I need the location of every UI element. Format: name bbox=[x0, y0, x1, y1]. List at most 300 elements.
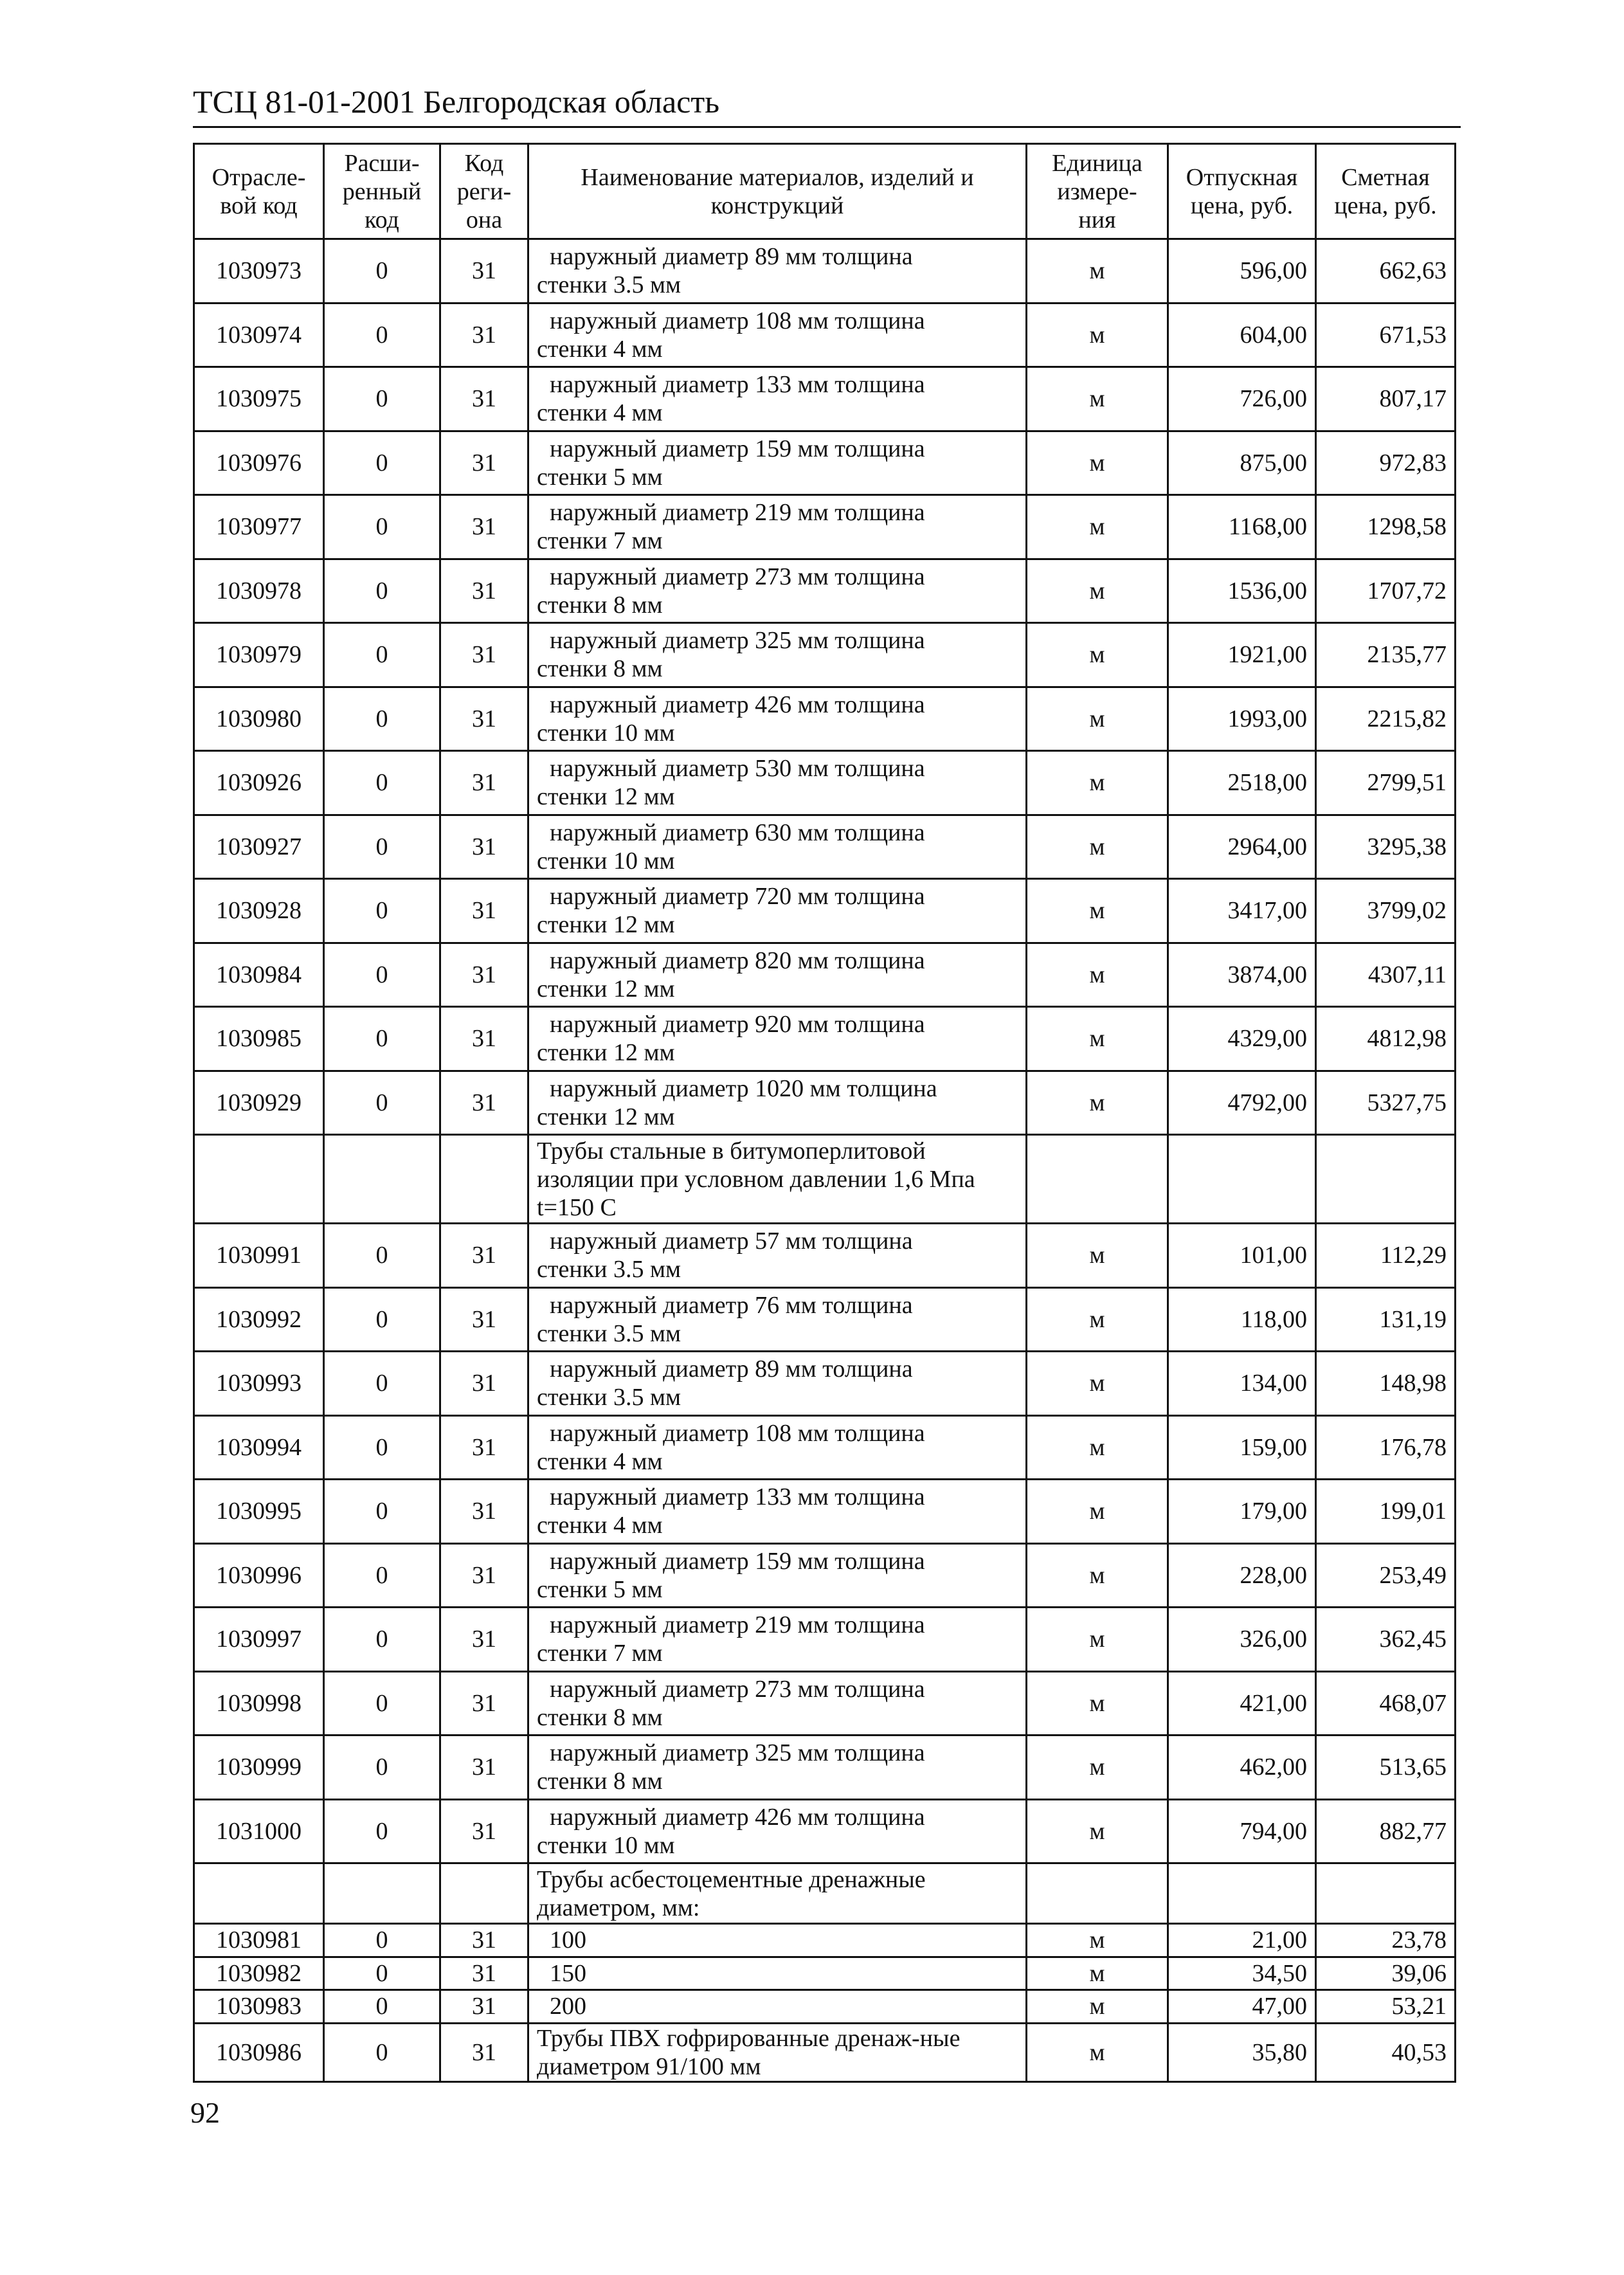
cell-unit: м bbox=[1027, 1224, 1168, 1288]
cell-region-code: 31 bbox=[440, 239, 528, 304]
cell-region-code: 31 bbox=[440, 1799, 528, 1863]
cell-release-price: 604,00 bbox=[1168, 303, 1316, 367]
table-row bbox=[194, 1007, 1456, 1071]
cell-extended-code: 0 bbox=[324, 303, 440, 367]
cell-region-code: 31 bbox=[440, 1071, 528, 1135]
column-header-estimate-price: Сметная цена, руб. bbox=[1316, 144, 1456, 239]
cell-name-line-1: наружный диаметр 108 мм толщина bbox=[550, 1419, 925, 1447]
cell-unit: м bbox=[1027, 1608, 1168, 1672]
cell-region-code: 31 bbox=[440, 495, 528, 559]
cell-estimate-empty bbox=[1316, 1863, 1456, 1924]
column-header-unit: Единица измере- ния bbox=[1027, 144, 1168, 239]
table-row bbox=[194, 1736, 1456, 1800]
page-header-title: ТСЦ 81-01-2001 Белгородская область bbox=[193, 84, 720, 120]
table-row bbox=[194, 1071, 1456, 1135]
cell-name-line-2: стенки 12 мм bbox=[537, 911, 675, 939]
cell-release-price: 421,00 bbox=[1168, 1671, 1316, 1736]
table-row bbox=[194, 687, 1456, 751]
cell-estimate-price: 807,17 bbox=[1316, 367, 1456, 431]
column-header-release-price: Отпускная цена, руб. bbox=[1168, 144, 1316, 239]
cell-name-line-1: наружный диаметр 219 мм толщина bbox=[550, 499, 925, 527]
cell-unit: м bbox=[1027, 239, 1168, 304]
cell-release-price: 159,00 bbox=[1168, 1415, 1316, 1480]
cell-region-code: 31 bbox=[440, 879, 528, 943]
cell-region-code: 31 bbox=[440, 815, 528, 879]
cell-estimate-empty bbox=[1316, 1135, 1456, 1224]
cell-name bbox=[528, 1608, 1027, 1672]
cell-extended-code: 0 bbox=[324, 943, 440, 1007]
cell-name-line-2: стенки 10 мм bbox=[537, 1831, 675, 1859]
table-row bbox=[194, 1608, 1456, 1672]
table-row bbox=[194, 303, 1456, 367]
cell-estimate-price: 5327,75 bbox=[1316, 1071, 1456, 1135]
cell-branch-code: 1030929 bbox=[194, 1071, 324, 1135]
cell-estimate-price: 1707,72 bbox=[1316, 559, 1456, 623]
cell-name-line-1: наружный диаметр 57 мм толщина bbox=[550, 1228, 913, 1255]
table-row bbox=[194, 1799, 1456, 1863]
cell-name-line-2: стенки 8 мм bbox=[537, 655, 663, 683]
cell-branch-code: 1030981 bbox=[194, 1924, 324, 1957]
cell-region-code: 31 bbox=[440, 2023, 528, 2081]
cell-extended-code: 0 bbox=[324, 623, 440, 687]
cell-region-code: 31 bbox=[440, 559, 528, 623]
cell-branch-code: 1031000 bbox=[194, 1799, 324, 1863]
cell-name-line-2: стенки 10 мм bbox=[537, 847, 675, 875]
cell-extended-code: 0 bbox=[324, 559, 440, 623]
cell-name bbox=[528, 687, 1027, 751]
cell-region-code: 31 bbox=[440, 1957, 528, 1990]
table-row bbox=[194, 1415, 1456, 1480]
cell-unit: м bbox=[1027, 1736, 1168, 1800]
cell-unit-empty bbox=[1027, 1135, 1168, 1224]
cell-estimate-price: 972,83 bbox=[1316, 431, 1456, 495]
cell-name bbox=[528, 1480, 1027, 1544]
cell-region-code: 31 bbox=[440, 687, 528, 751]
cell-name-line-1: наружный диаметр 920 мм толщина bbox=[550, 1011, 925, 1038]
cell-branch-code: 1030977 bbox=[194, 495, 324, 559]
cell-name bbox=[528, 815, 1027, 879]
cell-name-line-2: стенки 10 мм bbox=[537, 719, 675, 747]
cell-release-price: 596,00 bbox=[1168, 239, 1316, 304]
cell-branch-code: 1030975 bbox=[194, 367, 324, 431]
table-row bbox=[194, 239, 1456, 304]
cell-release-price: 134,00 bbox=[1168, 1352, 1316, 1416]
cell-estimate-price: 662,63 bbox=[1316, 239, 1456, 304]
cell-extended-code: 0 bbox=[324, 1287, 440, 1352]
cell-name-line-1: наружный диаметр 159 мм толщина bbox=[550, 1547, 925, 1575]
section-heading bbox=[528, 1135, 1027, 1224]
cell-unit: м bbox=[1027, 2023, 1168, 2081]
cell-name-bold: Трубы ПВХ гофрированные дренаж-ные bbox=[537, 2024, 961, 2052]
cell-ext-empty bbox=[324, 1135, 440, 1224]
cell-branch-code: 1030979 bbox=[194, 623, 324, 687]
cell-name bbox=[528, 1990, 1027, 2024]
cell-region-code: 31 bbox=[440, 751, 528, 815]
cell-unit: м bbox=[1027, 1352, 1168, 1416]
cell-region-code: 31 bbox=[440, 943, 528, 1007]
cell-extended-code: 0 bbox=[324, 1990, 440, 2024]
cell-unit: м bbox=[1027, 1007, 1168, 1071]
column-header-extended-code: Расши- ренный код bbox=[324, 144, 440, 239]
cell-estimate-price: 3295,38 bbox=[1316, 815, 1456, 879]
cell-name-line-1: наружный диаметр 219 мм толщина bbox=[550, 1611, 925, 1639]
header-rule bbox=[193, 126, 1461, 128]
cell-estimate-price: 176,78 bbox=[1316, 1415, 1456, 1480]
cell-extended-code: 0 bbox=[324, 1799, 440, 1863]
table-row bbox=[194, 1287, 1456, 1352]
section-row bbox=[194, 1863, 1456, 1924]
cell-branch-code: 1030992 bbox=[194, 1287, 324, 1352]
table-row bbox=[194, 1990, 1456, 2024]
cell-name-line-2: стенки 3.5 мм bbox=[537, 1384, 681, 1411]
cell-name-line-1: наружный диаметр 108 мм толщина bbox=[550, 307, 925, 334]
cell-name-line-1: 200 bbox=[550, 1993, 586, 2020]
cell-release-price: 2518,00 bbox=[1168, 751, 1316, 815]
cell-name bbox=[528, 1543, 1027, 1608]
cell-branch-code: 1030995 bbox=[194, 1480, 324, 1544]
table-row bbox=[194, 1671, 1456, 1736]
cell-estimate-price: 131,19 bbox=[1316, 1287, 1456, 1352]
cell-region-empty bbox=[440, 1863, 528, 1924]
cell-estimate-price: 4307,11 bbox=[1316, 943, 1456, 1007]
cell-extended-code: 0 bbox=[324, 1671, 440, 1736]
cell-unit: м bbox=[1027, 1287, 1168, 1352]
cell-name bbox=[528, 943, 1027, 1007]
cell-region-code: 31 bbox=[440, 1543, 528, 1608]
cell-name-line-2: стенки 4 мм bbox=[537, 1512, 663, 1539]
cell-branch-code: 1030926 bbox=[194, 751, 324, 815]
cell-name-line-2: стенки 12 мм bbox=[537, 1039, 675, 1067]
cell-name-line-1: наружный диаметр 325 мм толщина bbox=[550, 627, 925, 655]
cell-release-price: 1993,00 bbox=[1168, 687, 1316, 751]
cell-unit: м bbox=[1027, 559, 1168, 623]
table-row bbox=[194, 1924, 1456, 1957]
cell-name bbox=[528, 1957, 1027, 1990]
cell-branch-code: 1030984 bbox=[194, 943, 324, 1007]
cell-name-line-2: стенки 8 мм bbox=[537, 1703, 663, 1731]
cell-name bbox=[528, 367, 1027, 431]
cell-extended-code: 0 bbox=[324, 1071, 440, 1135]
cell-name bbox=[528, 1071, 1027, 1135]
cell-region-code: 31 bbox=[440, 1480, 528, 1544]
section-heading-bold: Трубы асбестоцементные дренажные bbox=[537, 1865, 926, 1893]
cell-branch-code: 1030999 bbox=[194, 1736, 324, 1800]
cell-unit: м bbox=[1027, 1957, 1168, 1990]
cell-release-price: 4329,00 bbox=[1168, 1007, 1316, 1071]
cell-unit: м bbox=[1027, 879, 1168, 943]
table-row bbox=[194, 1957, 1456, 1990]
cell-extended-code: 0 bbox=[324, 2023, 440, 2081]
cell-estimate-price: 2215,82 bbox=[1316, 687, 1456, 751]
cell-release-price: 794,00 bbox=[1168, 1799, 1316, 1863]
cell-release-price: 875,00 bbox=[1168, 431, 1316, 495]
cell-extended-code: 0 bbox=[324, 1543, 440, 1608]
cell-estimate-price: 671,53 bbox=[1316, 303, 1456, 367]
cell-estimate-price: 2135,77 bbox=[1316, 623, 1456, 687]
section-row bbox=[194, 1135, 1456, 1224]
table-row bbox=[194, 2023, 1456, 2081]
cell-ext-empty bbox=[324, 1863, 440, 1924]
cell-name bbox=[528, 1736, 1027, 1800]
cell-extended-code: 0 bbox=[324, 1480, 440, 1544]
cell-unit: м bbox=[1027, 1924, 1168, 1957]
cell-region-code: 31 bbox=[440, 367, 528, 431]
cell-name-rest: диаметром 91/100 мм bbox=[537, 2053, 761, 2080]
cell-estimate-price: 468,07 bbox=[1316, 1671, 1456, 1736]
cell-release-price: 47,00 bbox=[1168, 1990, 1316, 2024]
cell-branch-code: 1030974 bbox=[194, 303, 324, 367]
cell-branch-code: 1030928 bbox=[194, 879, 324, 943]
cell-unit: м bbox=[1027, 943, 1168, 1007]
cell-estimate-price: 199,01 bbox=[1316, 1480, 1456, 1544]
table-row bbox=[194, 559, 1456, 623]
cell-unit: м bbox=[1027, 431, 1168, 495]
cell-name bbox=[528, 751, 1027, 815]
cell-release-price: 3874,00 bbox=[1168, 943, 1316, 1007]
cell-name-line-1: 100 bbox=[550, 1926, 586, 1954]
cell-code-empty bbox=[194, 1863, 324, 1924]
cell-name-line-2: стенки 8 мм bbox=[537, 591, 663, 619]
cell-name bbox=[528, 239, 1027, 304]
cell-estimate-price: 23,78 bbox=[1316, 1924, 1456, 1957]
cell-branch-code: 1030996 bbox=[194, 1543, 324, 1608]
table-row bbox=[194, 367, 1456, 431]
cell-unit: м bbox=[1027, 303, 1168, 367]
cell-branch-code: 1030978 bbox=[194, 559, 324, 623]
cell-branch-code: 1030998 bbox=[194, 1671, 324, 1736]
cell-name bbox=[528, 879, 1027, 943]
cell-extended-code: 0 bbox=[324, 1007, 440, 1071]
cell-name bbox=[528, 1352, 1027, 1416]
cell-estimate-price: 53,21 bbox=[1316, 1990, 1456, 2024]
cell-unit: м bbox=[1027, 751, 1168, 815]
table-row bbox=[194, 751, 1456, 815]
cell-region-code: 31 bbox=[440, 1671, 528, 1736]
table-body bbox=[194, 239, 1456, 2082]
table-row bbox=[194, 1480, 1456, 1544]
cell-release-price: 101,00 bbox=[1168, 1224, 1316, 1288]
cell-branch-code: 1030986 bbox=[194, 2023, 324, 2081]
cell-name bbox=[528, 2023, 1027, 2081]
cell-name-line-2: стенки 4 мм bbox=[537, 335, 663, 363]
cell-name-line-2: стенки 7 мм bbox=[537, 1640, 663, 1667]
cell-extended-code: 0 bbox=[324, 879, 440, 943]
cell-extended-code: 0 bbox=[324, 367, 440, 431]
cell-unit: м bbox=[1027, 1543, 1168, 1608]
cell-unit: м bbox=[1027, 1799, 1168, 1863]
cell-extended-code: 0 bbox=[324, 815, 440, 879]
cell-unit: м bbox=[1027, 367, 1168, 431]
cell-unit: м bbox=[1027, 495, 1168, 559]
cell-name-line-1: наружный диаметр 133 мм толщина bbox=[550, 1483, 925, 1511]
cell-branch-code: 1030994 bbox=[194, 1415, 324, 1480]
section-heading-bold: Трубы стальные в битумоперлитовой изоляции bbox=[537, 1137, 926, 1193]
cell-name bbox=[528, 1007, 1027, 1071]
cell-unit: м bbox=[1027, 1990, 1168, 2024]
cell-release-price: 4792,00 bbox=[1168, 1071, 1316, 1135]
cell-region-code: 31 bbox=[440, 1007, 528, 1071]
cell-unit: м bbox=[1027, 1671, 1168, 1736]
cell-unit: м bbox=[1027, 1071, 1168, 1135]
cell-extended-code: 0 bbox=[324, 1924, 440, 1957]
cell-estimate-price: 362,45 bbox=[1316, 1608, 1456, 1672]
cell-estimate-price: 3799,02 bbox=[1316, 879, 1456, 943]
cell-name-line-1: наружный диаметр 133 мм толщина bbox=[550, 371, 925, 399]
cell-region-code: 31 bbox=[440, 623, 528, 687]
cell-name bbox=[528, 559, 1027, 623]
cell-unit-empty bbox=[1027, 1863, 1168, 1924]
table-row bbox=[194, 1352, 1456, 1416]
cell-name bbox=[528, 1671, 1027, 1736]
cell-name-line-1: наружный диаметр 76 мм толщина bbox=[550, 1291, 913, 1319]
cell-region-code: 31 bbox=[440, 1352, 528, 1416]
cell-estimate-price: 4812,98 bbox=[1316, 1007, 1456, 1071]
cell-extended-code: 0 bbox=[324, 239, 440, 304]
section-heading-rest: диаметром, мм: bbox=[537, 1894, 700, 1921]
cell-extended-code: 0 bbox=[324, 1957, 440, 1990]
cell-branch-code: 1030973 bbox=[194, 239, 324, 304]
cell-name-line-1: наружный диаметр 1020 мм толщина bbox=[550, 1074, 937, 1102]
column-header-region-code: Код реги- она bbox=[440, 144, 528, 239]
cell-name bbox=[528, 303, 1027, 367]
cell-name-line-2: стенки 8 мм bbox=[537, 1768, 663, 1795]
cell-name-line-1: 150 bbox=[550, 1959, 586, 1987]
cell-name-line-1: наружный диаметр 426 мм толщина bbox=[550, 691, 925, 718]
cell-release-price: 3417,00 bbox=[1168, 879, 1316, 943]
table-row bbox=[194, 1543, 1456, 1608]
table-row bbox=[194, 495, 1456, 559]
cell-estimate-price: 112,29 bbox=[1316, 1224, 1456, 1288]
section-heading bbox=[528, 1863, 1027, 1924]
cell-name-line-2: стенки 5 мм bbox=[537, 1575, 663, 1603]
cell-name-line-1: наружный диаметр 89 мм толщина bbox=[550, 1355, 913, 1383]
cell-name-line-2: стенки 3.5 мм bbox=[537, 1319, 681, 1347]
cell-branch-code: 1030927 bbox=[194, 815, 324, 879]
page-number: 92 bbox=[190, 2096, 220, 2129]
cell-name-line-1: наружный диаметр 530 мм толщина bbox=[550, 755, 925, 783]
cell-region-code: 31 bbox=[440, 431, 528, 495]
cell-region-code: 31 bbox=[440, 303, 528, 367]
cell-name-line-1: наружный диаметр 630 мм толщина bbox=[550, 819, 925, 846]
cell-extended-code: 0 bbox=[324, 687, 440, 751]
cell-region-code: 31 bbox=[440, 1924, 528, 1957]
cell-branch-code: 1030997 bbox=[194, 1608, 324, 1672]
cell-extended-code: 0 bbox=[324, 1352, 440, 1416]
cell-name-line-2: стенки 3.5 мм bbox=[537, 1256, 681, 1283]
cell-branch-code: 1030980 bbox=[194, 687, 324, 751]
cell-region-empty bbox=[440, 1135, 528, 1224]
cell-name-line-2: стенки 12 мм bbox=[537, 975, 675, 1002]
cell-name bbox=[528, 1415, 1027, 1480]
cell-name bbox=[528, 495, 1027, 559]
column-header-name: Наименование материалов, изделий и конструкций bbox=[528, 144, 1027, 239]
cell-name-line-2: стенки 4 мм bbox=[537, 399, 663, 427]
cell-estimate-price: 2799,51 bbox=[1316, 751, 1456, 815]
cell-name bbox=[528, 1224, 1027, 1288]
cell-name-line-1: наружный диаметр 159 мм толщина bbox=[550, 435, 925, 462]
cell-region-code: 31 bbox=[440, 1287, 528, 1352]
cell-release-price: 118,00 bbox=[1168, 1287, 1316, 1352]
cell-estimate-price: 148,98 bbox=[1316, 1352, 1456, 1416]
cell-name-line-2: стенки 7 мм bbox=[537, 527, 663, 555]
cell-extended-code: 0 bbox=[324, 1736, 440, 1800]
cell-release-price: 1536,00 bbox=[1168, 559, 1316, 623]
cell-region-code: 31 bbox=[440, 1415, 528, 1480]
cell-release-price: 1168,00 bbox=[1168, 495, 1316, 559]
cell-unit: м bbox=[1027, 623, 1168, 687]
cell-name bbox=[528, 623, 1027, 687]
table-row bbox=[194, 943, 1456, 1007]
cell-code-empty bbox=[194, 1135, 324, 1224]
cell-estimate-price: 40,53 bbox=[1316, 2023, 1456, 2081]
cell-region-code: 31 bbox=[440, 1736, 528, 1800]
cell-branch-code: 1030991 bbox=[194, 1224, 324, 1288]
cell-release-price: 726,00 bbox=[1168, 367, 1316, 431]
cell-name bbox=[528, 1924, 1027, 1957]
cell-name-line-2: стенки 12 мм bbox=[537, 783, 675, 811]
price-table bbox=[193, 143, 1456, 2083]
section-heading-rest: при условном давлении 1,6 Мпа t=150 С bbox=[537, 1165, 975, 1221]
cell-release-price: 462,00 bbox=[1168, 1736, 1316, 1800]
cell-estimate-price: 1298,58 bbox=[1316, 495, 1456, 559]
cell-extended-code: 0 bbox=[324, 1608, 440, 1672]
cell-release-price: 228,00 bbox=[1168, 1543, 1316, 1608]
table-row bbox=[194, 431, 1456, 495]
cell-name-line-1: наружный диаметр 273 мм толщина bbox=[550, 563, 925, 590]
cell-release-price: 1921,00 bbox=[1168, 623, 1316, 687]
cell-estimate-price: 882,77 bbox=[1316, 1799, 1456, 1863]
table-row bbox=[194, 879, 1456, 943]
cell-branch-code: 1030983 bbox=[194, 1990, 324, 2024]
cell-name-line-1: наружный диаметр 820 мм толщина bbox=[550, 947, 925, 974]
cell-name-line-1: наружный диаметр 325 мм толщина bbox=[550, 1739, 925, 1767]
cell-release-price: 35,80 bbox=[1168, 2023, 1316, 2081]
cell-name-line-2: стенки 12 мм bbox=[537, 1103, 675, 1130]
cell-branch-code: 1030976 bbox=[194, 431, 324, 495]
table-row bbox=[194, 623, 1456, 687]
table-header-row bbox=[194, 144, 1456, 239]
cell-name-line-1: наружный диаметр 273 мм толщина bbox=[550, 1675, 925, 1703]
cell-estimate-price: 39,06 bbox=[1316, 1957, 1456, 1990]
cell-branch-code: 1030985 bbox=[194, 1007, 324, 1071]
cell-name-line-1: наружный диаметр 426 мм толщина bbox=[550, 1803, 925, 1831]
cell-name bbox=[528, 1799, 1027, 1863]
table-row bbox=[194, 1224, 1456, 1288]
cell-release-empty bbox=[1168, 1863, 1316, 1924]
cell-name-line-2: стенки 5 мм bbox=[537, 463, 663, 491]
cell-extended-code: 0 bbox=[324, 1224, 440, 1288]
cell-branch-code: 1030993 bbox=[194, 1352, 324, 1416]
cell-unit: м bbox=[1027, 687, 1168, 751]
cell-release-price: 34,50 bbox=[1168, 1957, 1316, 1990]
cell-branch-code: 1030982 bbox=[194, 1957, 324, 1990]
cell-region-code: 31 bbox=[440, 1608, 528, 1672]
cell-region-code: 31 bbox=[440, 1990, 528, 2024]
cell-unit: м bbox=[1027, 1480, 1168, 1544]
cell-name-line-2: стенки 3.5 мм bbox=[537, 271, 681, 299]
cell-extended-code: 0 bbox=[324, 1415, 440, 1480]
cell-release-price: 326,00 bbox=[1168, 1608, 1316, 1672]
column-header-branch-code: Отрасле- вой код bbox=[194, 144, 324, 239]
cell-estimate-price: 513,65 bbox=[1316, 1736, 1456, 1800]
cell-name-line-1: наружный диаметр 89 мм толщина bbox=[550, 243, 913, 271]
cell-extended-code: 0 bbox=[324, 431, 440, 495]
cell-release-price: 21,00 bbox=[1168, 1924, 1316, 1957]
table-row bbox=[194, 815, 1456, 879]
cell-name-line-2: стенки 4 мм bbox=[537, 1447, 663, 1475]
cell-estimate-price: 253,49 bbox=[1316, 1543, 1456, 1608]
cell-release-empty bbox=[1168, 1135, 1316, 1224]
